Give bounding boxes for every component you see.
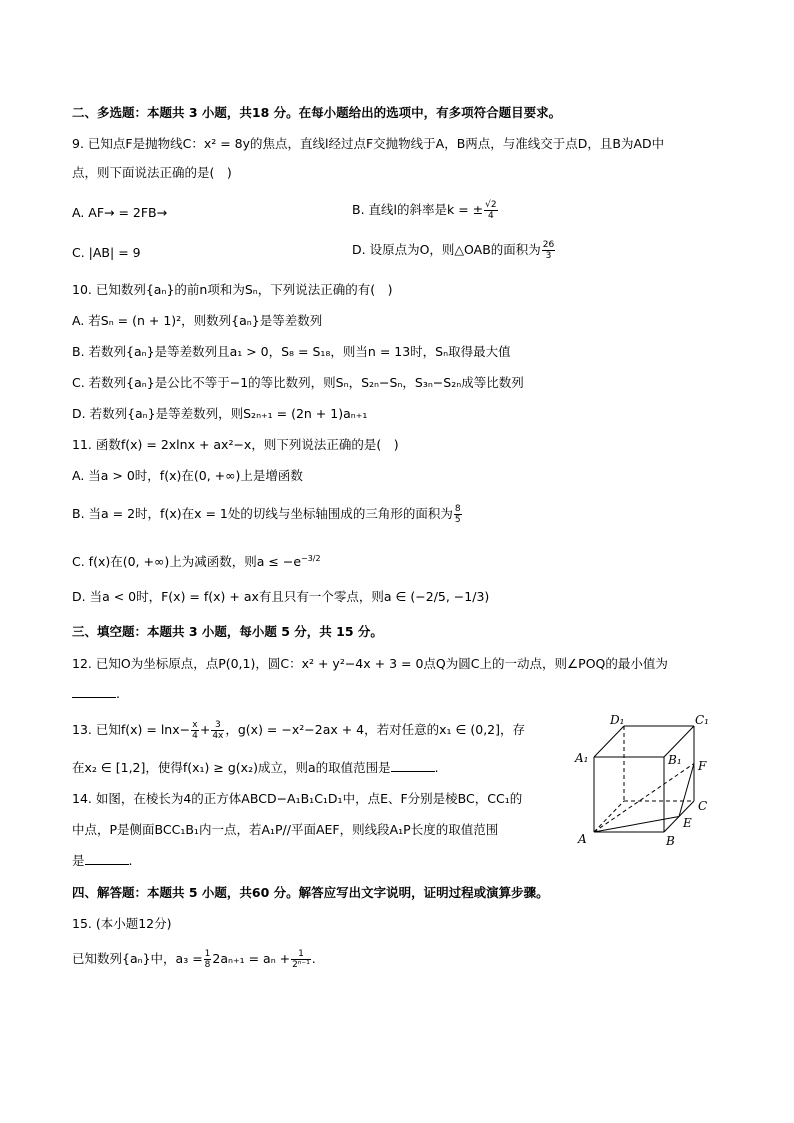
q10-option-d: D. 若数列{aₙ}是等差数列，则S₂ₙ₊₁ = (2n + 1)aₙ₊₁ xyxy=(72,406,368,421)
q9-option-d-fraction xyxy=(542,240,555,261)
q11-option-b xyxy=(72,504,463,525)
q13-line2 xyxy=(72,759,439,777)
q13-line1 xyxy=(72,720,525,741)
q9-stem-line2: 点，则下面说法正确的是( ) xyxy=(72,165,232,180)
q11-option-b-text: B. 当a = 2时，f(x)在x = 1处的切线与坐标轴围成的三角形的面积为 xyxy=(72,506,453,521)
q15-f1-den: 8 xyxy=(204,960,211,970)
label-a1: A₁ xyxy=(575,751,589,765)
q13-f1-den: 4 xyxy=(192,731,198,741)
q9-b-den: 4 xyxy=(488,211,494,221)
q12-answer-line xyxy=(72,685,120,703)
q15-stem xyxy=(72,949,316,970)
q13-f2-num: 3 xyxy=(211,720,224,731)
q10-option-b: B. 若数列{aₙ}是等差数列且a₁ > 0，S₈ = S₁₈，则当n = 13时，Sₙ取得最大值 xyxy=(72,344,511,359)
q11-b-num: 8 xyxy=(454,504,461,514)
q11-b-den: 5 xyxy=(454,515,461,525)
q9-option-b xyxy=(352,200,499,221)
q9-option-b-fraction xyxy=(484,200,497,221)
q9-stem-line1: 9. 已知点F是抛物线C：x² = 8y的焦点，直线l经过点F交抛物线于A，B两点，与准线交于点D，且B为AD中 xyxy=(72,136,665,151)
q9-option-c: C. |AB| = 9 xyxy=(72,245,141,260)
q14-answer-blank[interactable] xyxy=(85,852,129,865)
q11-option-a: A. 当a > 0时，f(x)在(0, +∞)上是增函数 xyxy=(72,468,303,483)
q13-line2-text: 在x₂ ∈ [1,2]，使得f(x₁) ≥ g(x₂)成立，则a的取值范围是 xyxy=(72,760,391,775)
q15-f2-num: 1 xyxy=(291,949,311,960)
label-f: F xyxy=(698,759,707,773)
q13-fraction-2 xyxy=(211,720,224,741)
q12-stem: 12. 已知O为坐标原点，点P(0,1)，圆C：x² + y²−4x + 3 = 0点Q为圆C上的一动点，则∠POQ的最小值为 xyxy=(72,656,668,671)
q12-end: . xyxy=(116,686,120,701)
q13-post: ，g(x) = −x²−2ax + 4，若对任意的x₁ ∈ (0,2]，存 xyxy=(225,722,525,737)
q11-option-d: D. 当a < 0时，F(x) = f(x) + ax有且只有一个零点，则a ∈ (−2/5, −1/3) xyxy=(72,589,490,604)
q10-stem: 10. 已知数列{aₙ}的前n项和为Sₙ，下列说法正确的有( ) xyxy=(72,282,393,297)
q9-d-den: 3 xyxy=(545,251,552,261)
q13-mid: + xyxy=(199,722,211,737)
q15-f2-den: 2ⁿ⁻¹ xyxy=(292,960,310,970)
q11-option-c-text: C. f(x)在(0, +∞)上为减函数，则a ≤ −e xyxy=(72,554,302,570)
q9-b-num: √2 xyxy=(485,200,497,210)
label-b1: B₁ xyxy=(668,753,682,767)
q13-f2-den: 4x xyxy=(212,731,224,741)
q13-pre: 13. 已知f(x) = lnx− xyxy=(72,722,191,737)
q15-mid: 2aₙ₊₁ = aₙ + xyxy=(212,951,291,966)
q14-line2: 中点，P是侧面BCC₁B₁内一点，若A₁P//平面AEF，则线段A₁P长度的取值范围 xyxy=(72,822,499,837)
section-3-header: 三、填空题：本题共 3 小题，每小题 5 分，共 15 分。 xyxy=(72,624,383,639)
label-a: A xyxy=(578,832,587,846)
q12-answer-blank[interactable] xyxy=(72,685,116,698)
q9-option-a: A. AF→ = 2FB→ xyxy=(72,205,168,220)
q9-option-d-text: D. 设原点为O，则△OAB的面积为 xyxy=(352,242,541,257)
q14-line1: 14. 如图，在棱长为4的正方体ABCD−A₁B₁C₁D₁中，点E、F分别是棱BC，CC₁的 xyxy=(72,791,523,806)
label-d1: D₁ xyxy=(610,713,625,727)
q14-line3-text: 是 xyxy=(72,853,85,868)
q15-fraction-2 xyxy=(291,949,311,970)
q11-option-c xyxy=(72,550,321,571)
q13-end: . xyxy=(434,760,439,775)
q14-line3 xyxy=(72,852,133,870)
label-c: C xyxy=(698,799,708,813)
q9-option-d xyxy=(352,240,556,261)
q13-answer-blank[interactable] xyxy=(391,759,435,772)
q9-option-b-text: B. 直线l的斜率是k = ± xyxy=(352,202,484,217)
q11-option-b-fraction xyxy=(454,504,462,525)
q9-d-num: 26 xyxy=(542,240,555,250)
label-e: E xyxy=(683,816,692,830)
label-b: B xyxy=(666,834,675,848)
q10-option-c: C. 若数列{aₙ}是公比不等于−1的等比数列，则Sₙ，S₂ₙ−Sₙ，S₃ₙ−S₂ₙ成等比数列 xyxy=(72,375,524,390)
cube-figure xyxy=(572,712,722,850)
hidden-segment-af xyxy=(594,764,694,833)
label-c1: C₁ xyxy=(695,713,709,727)
q11-stem: 11. 函数f(x) = 2xlnx + ax²−x，则下列说法正确的是( ) xyxy=(72,437,399,452)
q15-title: 15. (本小题12分) xyxy=(72,916,172,931)
q15-fraction-1 xyxy=(204,949,212,970)
q13-fraction-1 xyxy=(191,720,199,741)
section-2-header: 二、多选题：本题共 3 小题，共18 分。在每小题给出的选项中，有多项符合题目要求。 xyxy=(72,105,562,120)
q15-end: . xyxy=(311,951,316,966)
edge-a1d1 xyxy=(594,726,624,757)
q14-end: . xyxy=(128,853,133,868)
q10-option-a: A. 若Sₙ = (n + 1)²，则数列{aₙ}是等差数列 xyxy=(72,313,323,328)
q15-f1-num: 1 xyxy=(204,949,211,959)
q11-c-exponent: −3/2 xyxy=(301,554,321,563)
q15-pre: 已知数列{aₙ}中，a₃ = xyxy=(72,951,203,966)
q13-f1-num: x xyxy=(192,720,198,730)
section-4-header: 四、解答题：本题共 5 小题，共60 分。解答应写出文字说明，证明过程或演算步骤。 xyxy=(72,885,549,900)
